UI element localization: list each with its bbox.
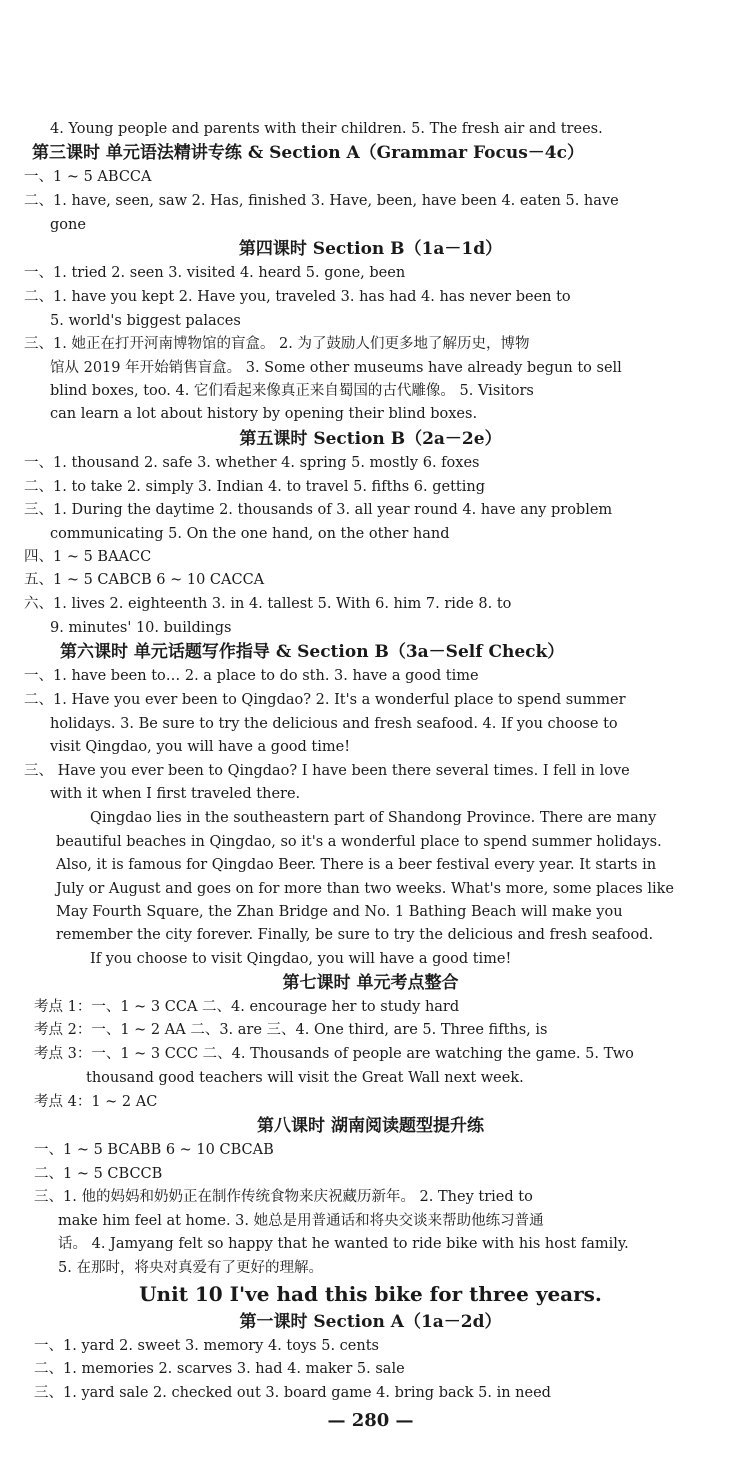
text-line: 二、1. have you kept 2. Have you, traveled 3. has had 4. has never been to: [24, 289, 571, 305]
text-line: can learn a lot about history by opening their blind boxes.: [50, 406, 478, 422]
text-line: 一、1. have been to… 2. a place to do sth. 3. have a good time: [24, 668, 479, 684]
text-line: 馆从 2019 年开始销售盲盒。 3. Some other museums have already begun to sell: [50, 360, 622, 376]
text-line: 三、 Have you ever been to Qingdao? I have been there several times. I fell in love: [24, 763, 630, 779]
text-line: gone: [50, 217, 86, 233]
text-line: 话。 4. Jamyang felt so happy that he wanted to ride bike with his host family.: [58, 1236, 629, 1252]
text-line: 5. world's biggest palaces: [50, 313, 241, 329]
text-line: 一、1. yard 2. sweet 3. memory 4. toys 5. cents: [34, 1338, 379, 1354]
unit-title: Unit 10 I've had this bike for three years.: [139, 1282, 602, 1306]
text-line: 二、1. have, seen, saw 2. Has, finished 3. Have, been, have been 4. eaten 5. have: [24, 193, 619, 209]
text-line: 一、1 ~ 5 BCABB 6 ~ 10 CBCAB: [34, 1142, 274, 1158]
section-heading: 第八课时 湖南阅读题型提升练: [257, 1116, 484, 1136]
text-line: with it when I first traveled there.: [50, 786, 301, 802]
text-line: 二、1. Have you ever been to Qingdao? 2. It's a wonderful place to spend summer: [24, 692, 626, 708]
section-heading: 第七课时 单元考点整合: [282, 973, 459, 993]
text-line: 六、1. lives 2. eighteenth 3. in 4. tallest 5. With 6. him 7. ride 8. to: [24, 596, 512, 612]
text-line: 三、1. yard sale 2. checked out 3. board game 4. bring back 5. in need: [34, 1385, 551, 1401]
section-heading: 第三课时 单元语法精讲专练 & Section A（Grammar Focus－4c）: [32, 143, 584, 163]
text-line: 二、1. to take 2. simply 3. Indian 4. to travel 5. fifths 6. getting: [24, 479, 486, 495]
text-line: Also, it is famous for Qingdao Beer. There is a beer festival every year. It starts in: [56, 857, 657, 873]
text-line: Qingdao lies in the southeastern part of Shandong Province. There are many: [90, 810, 657, 826]
text-line: 4. Young people and parents with their children. 5. The fresh air and trees.: [50, 121, 603, 137]
text-line: communicating 5. On the one hand, on the other hand: [50, 526, 450, 542]
text-line: If you choose to visit Qingdao, you will have a good time!: [90, 951, 512, 967]
text-line: 考点 4：1 ~ 2 AC: [34, 1094, 158, 1110]
text-line: 三、1. During the daytime 2. thousands of 3. all year round 4. have any problem: [24, 502, 613, 518]
text-line: 四、1 ~ 5 BAACC: [24, 549, 152, 565]
text-line: 二、1 ~ 5 CBCCB: [34, 1166, 163, 1182]
text-line: thousand good teachers will visit the Great Wall next week.: [86, 1070, 524, 1086]
text-line: July or August and goes on for more than two weeks. What's more, some places like: [56, 881, 674, 897]
text-line: 三、1. 她正在打开河南博物馆的盲盒。 2. 为了鼓励人们更多地了解历史，博物: [24, 336, 530, 352]
section-heading: 第一课时 Section A（1a－2d）: [239, 1312, 502, 1332]
text-line: make him feel at home. 3. 她总是用普通话和将央交谈来帮助他练习普通: [58, 1213, 544, 1229]
text-line: 9. minutes' 10. buildings: [50, 620, 232, 636]
text-line: 三、1. 他的妈妈和奶奶正在制作传统食物来庆祝藏历新年。 2. They tried to: [34, 1189, 533, 1205]
text-line: 一、1. tried 2. seen 3. visited 4. heard 5. gone, been: [24, 265, 406, 281]
text-line: May Fourth Square, the Zhan Bridge and No. 1 Bathing Beach will make you: [56, 904, 623, 920]
section-heading: 第六课时 单元话题写作指导 & Section B（3a－Self Check）: [60, 642, 565, 662]
text-line: 考点 1：一、1 ~ 3 CCA 二、4. encourage her to study hard: [34, 999, 460, 1015]
page-number: — 280 —: [327, 1410, 414, 1431]
text-line: 5. 在那时，将央对真爱有了更好的理解。: [58, 1260, 323, 1276]
text-line: blind boxes, too. 4. 它们看起来像真正来自蜀国的古代雕像。 5. Visitors: [50, 383, 534, 399]
text-line: 一、1. thousand 2. safe 3. whether 4. spring 5. mostly 6. foxes: [24, 455, 480, 471]
text-line: remember the city forever. Finally, be sure to try the delicious and fresh seafood.: [56, 927, 654, 943]
text-line: 一、1 ~ 5 ABCCA: [24, 169, 152, 185]
text-line: 考点 2：一、1 ~ 2 AA 二、3. are 三、4. One third, are 5. Three fifths, is: [34, 1022, 548, 1038]
section-heading: 第五课时 Section B（2a－2e）: [239, 429, 502, 449]
text-line: holidays. 3. Be sure to try the delicious and fresh seafood. 4. If you choose to: [50, 716, 618, 732]
text-line: 二、1. memories 2. scarves 3. had 4. maker 5. sale: [34, 1361, 405, 1377]
text-line: 五、1 ~ 5 CABCB 6 ~ 10 CACCA: [24, 572, 265, 588]
section-heading: 第四课时 Section B（1a－1d）: [238, 239, 503, 259]
text-line: visit Qingdao, you will have a good time!: [50, 739, 351, 755]
text-line: beautiful beaches in Qingdao, so it's a wonderful place to spend summer holidays.: [56, 834, 662, 850]
text-line: 考点 3：一、1 ~ 3 CCC 二、4. Thousands of people are watching the game. 5. Two: [34, 1046, 634, 1062]
